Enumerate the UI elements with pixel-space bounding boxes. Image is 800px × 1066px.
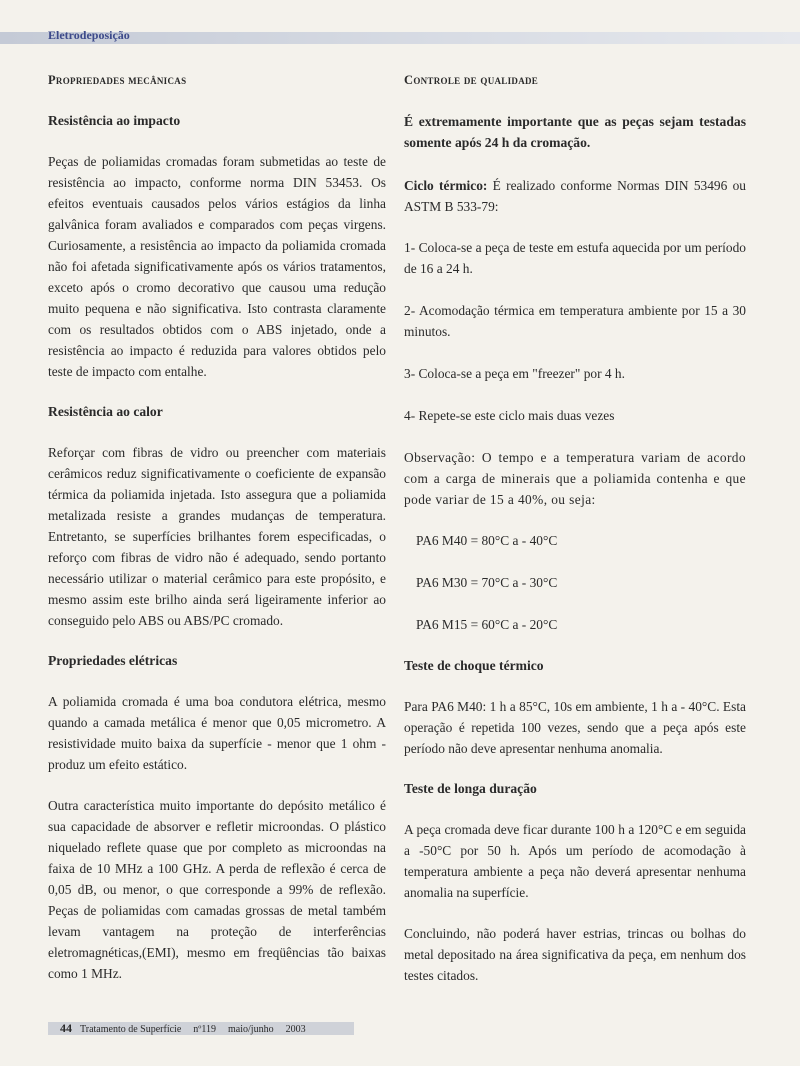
paragraph-eletricas-2: Outra característica muito importante do depósito metálico é sua capacidade de absorver e refletir microondas. O plástico niquelado reflete quase que por completo as microondas na faixa de 10 MHz a 100 GHz. A perda de reflexão é cerca de 0,05 dB, ou menor, o que corresponde a 99% de reflexão. Peças de poliamidas com camadas grossas de metal também levam vantagem na proteção de interferências eletromagnéticas,(EMI), mesmo em freqüências tão baixas como 1 MHz. <box>48 798 386 981</box>
step-2: 2- Acomodação térmica em temperatura ambiente por 15 a 30 minutos. <box>404 303 746 339</box>
issue-number: nº119 <box>193 1024 217 1035</box>
paragraph-ciclo <box>404 175 746 217</box>
left-column <box>48 70 386 1004</box>
issue-year: 2003 <box>285 1024 306 1035</box>
issue-months: maio/junho <box>228 1024 274 1035</box>
ciclo-text: É realizado conforme Normas DIN 53496 ou ASTM B 533-79: <box>404 178 746 214</box>
step-4: 4- Repete-se este ciclo mais duas vezes <box>404 408 615 423</box>
subheading-longa: Teste de longa duração <box>404 781 537 796</box>
formula-m30: PA6 M30 = 70°C a - 30°C <box>416 575 558 590</box>
step-1: 1- Coloca-se a peça de teste em estufa aquecida por um período de 16 a 24 h. <box>404 240 746 276</box>
footer-bar <box>48 1022 354 1035</box>
paragraph-longa: A peça cromada deve ficar durante 100 h a 120°C e em seguida a -50°C por 50 h. Após um período de acomodação à temperatura ambiente a peça não deverá apresentar nenhuma anomalia na superfície. <box>404 822 746 900</box>
subheading-calor: Resistência ao calor <box>48 404 163 419</box>
paragraph-conclusao: Concluindo, não poderá haver estrias, trincas ou bolhas do metal depositado na área significativa da peça, em nenhum dos testes citados. <box>404 926 746 983</box>
subheading-impacto: Resistência ao impacto <box>48 113 181 128</box>
page-number: 44 <box>60 1021 72 1035</box>
formula-m40: PA6 M40 = 80°C a - 40°C <box>416 533 558 548</box>
subheading-eletricas: Propriedades elétricas <box>48 653 178 668</box>
step-3: 3- Coloca-se a peça em "freezer" por 4 h. <box>404 366 625 381</box>
paragraph-choque: Para PA6 M40: 1 h a 85°C, 10s em ambiente, 1 h a - 40°C. Esta operação é repetida 100 vezes, sendo que a peça após este período não deve apresentar nenhuma anomalia. <box>404 699 746 756</box>
heading-controle-qualidade: Controle de qualidade <box>404 73 539 87</box>
subheading-choque: Teste de choque térmico <box>404 658 544 673</box>
paragraph-eletricas-1: A poliamida cromada é uma boa condutora elétrica, mesmo quando a camada metálica é menor que 0,05 micrometro. A resistividade muito baixa da superfície - menor que 1 ohm - produz um efeito estático. <box>48 694 386 772</box>
right-column <box>404 70 746 1006</box>
paragraph-calor: Reforçar com fibras de vidro ou preencher com materiais cerâmicos reduz significativamente o coeficiente de expansão térmica da poliamida injetada. Isto assegura que a poliamida metalizada resiste a grandes mudanças de temperatura. Entretanto, se superfícies brilhantes forem especificadas, o reforço com fibras de vidro não é adequado, sendo portanto necessário utilizar o material cerâmico para este propósito, e mesmo assim este brilho ainda será ligeiramente inferior ao conseguido pelo ABS ou ABS/PC cromado. <box>48 445 386 628</box>
section-tag: Eletrodeposição <box>48 28 130 42</box>
formula-m15: PA6 M15 = 60°C a - 20°C <box>416 617 558 632</box>
paragraph-impacto: Peças de poliamidas cromadas foram submetidas ao teste de resistência ao impacto, conforme norma DIN 53453. Os efeitos eventuais causados pelos vários estágios da linha galvânica foram avaliados e comparados com peças virgens. Curiosamente, a resistência ao impacto da poliamida cromada não foi afetada significativamente após os vários tratamentos, exceto após o cromo decorativo que causou uma redução muito pequena e não significativa. Isto contrasta claramente com os resultados obtidos com o ABS injetado, onde a resistência ao impacto é reduzida para valores obtidos pelo teste de impacto com entalhe. <box>48 154 386 379</box>
magazine-title: Tratamento de Superfície <box>80 1024 182 1035</box>
paragraph-observacao: Observação: O tempo e a temperatura variam de acordo com a carga de minerais que a poliamida contenha e que pode variar de 15 a 40%, ou seja: <box>404 450 746 507</box>
ciclo-label: Ciclo térmico: <box>404 178 488 193</box>
lead-paragraph: É extremamente importante que as peças sejam testadas somente após 24 h da cromação. <box>404 114 746 150</box>
heading-propriedades-mecanicas: Propriedades mecânicas <box>48 73 187 87</box>
